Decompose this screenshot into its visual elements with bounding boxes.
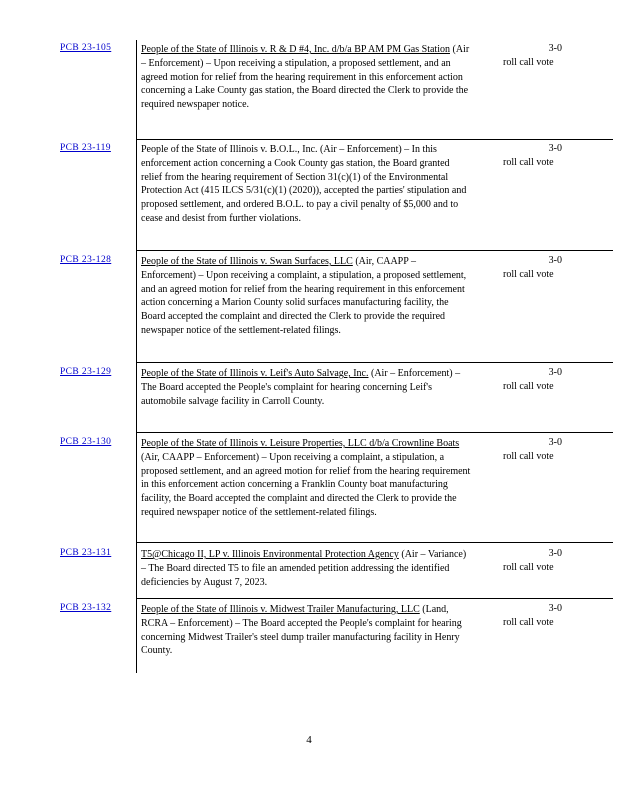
case-number-link[interactable]: PCB 23-105 xyxy=(60,43,112,53)
entry-body: (Air – Variance) – The Board directed T5 to file an amended petition addressing the identified deficiencies by August 7, 2023. xyxy=(141,549,467,588)
vote-label: roll call vote xyxy=(503,617,554,628)
row-divider xyxy=(136,432,613,433)
case-number-link[interactable]: PCB 23-130 xyxy=(60,437,112,447)
case-title: People of the State of Illinois v. R & D #4, Inc. d/b/a BP AM PM Gas Station xyxy=(141,44,450,55)
entry-description xyxy=(141,548,471,589)
entry-description xyxy=(141,603,471,658)
case-number-link[interactable]: PCB 23-129 xyxy=(60,367,112,377)
row-divider xyxy=(136,250,613,251)
vote-count: 3-0 xyxy=(548,603,562,614)
entry-description xyxy=(141,143,471,226)
vote-label: roll call vote xyxy=(503,451,554,462)
entry-description xyxy=(141,367,471,408)
case-number-link[interactable]: PCB 23-119 xyxy=(60,143,111,153)
vote-count: 3-0 xyxy=(548,367,562,378)
entry-body: (Air – Enforcement) – Upon receiving a stipulation, a proposed settlement, and an agreed motion for relief from the hearing requirement in this enforcement action concerning a Lake County gas station, the Board directed the Clerk to provide the required newspaper notice. xyxy=(141,44,470,111)
case-number-link[interactable]: PCB 23-132 xyxy=(60,603,112,613)
vote-count: 3-0 xyxy=(548,548,562,559)
case-title: People of the State of Illinois v. Leisure Properties, LLC d/b/a Crownline Boats xyxy=(141,438,460,449)
vote-label: roll call vote xyxy=(503,562,554,573)
entry-body: (Land, RCRA – Enforcement) – The Board accepted the People's complaint for hearing concerning Midwest Trailer's steel dump trailer manufacturing facility in Henry County. xyxy=(141,604,462,657)
page-number: 4 xyxy=(306,734,312,746)
vote-count: 3-0 xyxy=(548,437,562,448)
case-title: T5@Chicago II, LP v. Illinois Environmental Protection Agency xyxy=(141,549,399,560)
case-title: People of the State of Illinois v. Leif's Auto Salvage, Inc. xyxy=(141,368,369,379)
row-divider xyxy=(136,542,613,543)
row-divider xyxy=(136,362,613,363)
entry-description xyxy=(141,437,471,520)
vote-label: roll call vote xyxy=(503,269,554,280)
entry-body: (Air, CAAPP – Enforcement) – Upon receiving a complaint, a stipulation, a proposed settlement, and an agreed motion for relief from the hearing requirement in this enforcement action concerning a Marion County solid surfaces manufacturing facility, the Board accepted the complaint and directed the Clerk to provide the required newspaper notice of the settlement-related filings. xyxy=(141,256,467,336)
column-divider xyxy=(136,40,137,673)
case-number-link[interactable]: PCB 23-131 xyxy=(60,548,112,558)
entry-description xyxy=(141,43,471,112)
entry-body: People of the State of Illinois v. B.O.L., Inc. (Air – Enforcement) – In this enforcement action concerning a Cook County gas station, the Board granted relief from the hearing requirement of Section 31(c)(1) of the Environmental Protection Act (415 ILCS 5/31(c)(1) (2020)), accepted the parties' stipulation and proposed settlement, and ordered B.O.L. to pay a civil penalty of $5,000 and to cease and desist from further violations. xyxy=(141,144,467,224)
case-title: People of the State of Illinois v. Midwest Trailer Manufacturing, LLC xyxy=(141,604,420,615)
case-number-link[interactable]: PCB 23-128 xyxy=(60,255,112,265)
row-divider xyxy=(136,139,613,140)
vote-count: 3-0 xyxy=(548,255,562,266)
vote-count: 3-0 xyxy=(548,43,562,54)
vote-label: roll call vote xyxy=(503,157,554,168)
row-divider xyxy=(136,598,613,599)
entry-description xyxy=(141,255,471,338)
entry-body: (Air – Enforcement) – The Board accepted the People's complaint for hearing concerning Leif's automobile salvage facility in Carroll County. xyxy=(141,368,461,407)
vote-label: roll call vote xyxy=(503,57,554,68)
entry-body: (Air, CAAPP – Enforcement) – Upon receiving a complaint, a stipulation, a proposed settlement, and an agreed motion for relief from the hearing requirement in this enforcement action concerning a Franklin County boat manufacturing facility, the Board accepted the complaint and directed the Clerk to provide the required newspaper notice of the settlement-related filings. xyxy=(141,451,471,518)
vote-label: roll call vote xyxy=(503,381,554,392)
case-title: People of the State of Illinois v. Swan Surfaces, LLC xyxy=(141,256,353,267)
vote-count: 3-0 xyxy=(548,143,562,154)
